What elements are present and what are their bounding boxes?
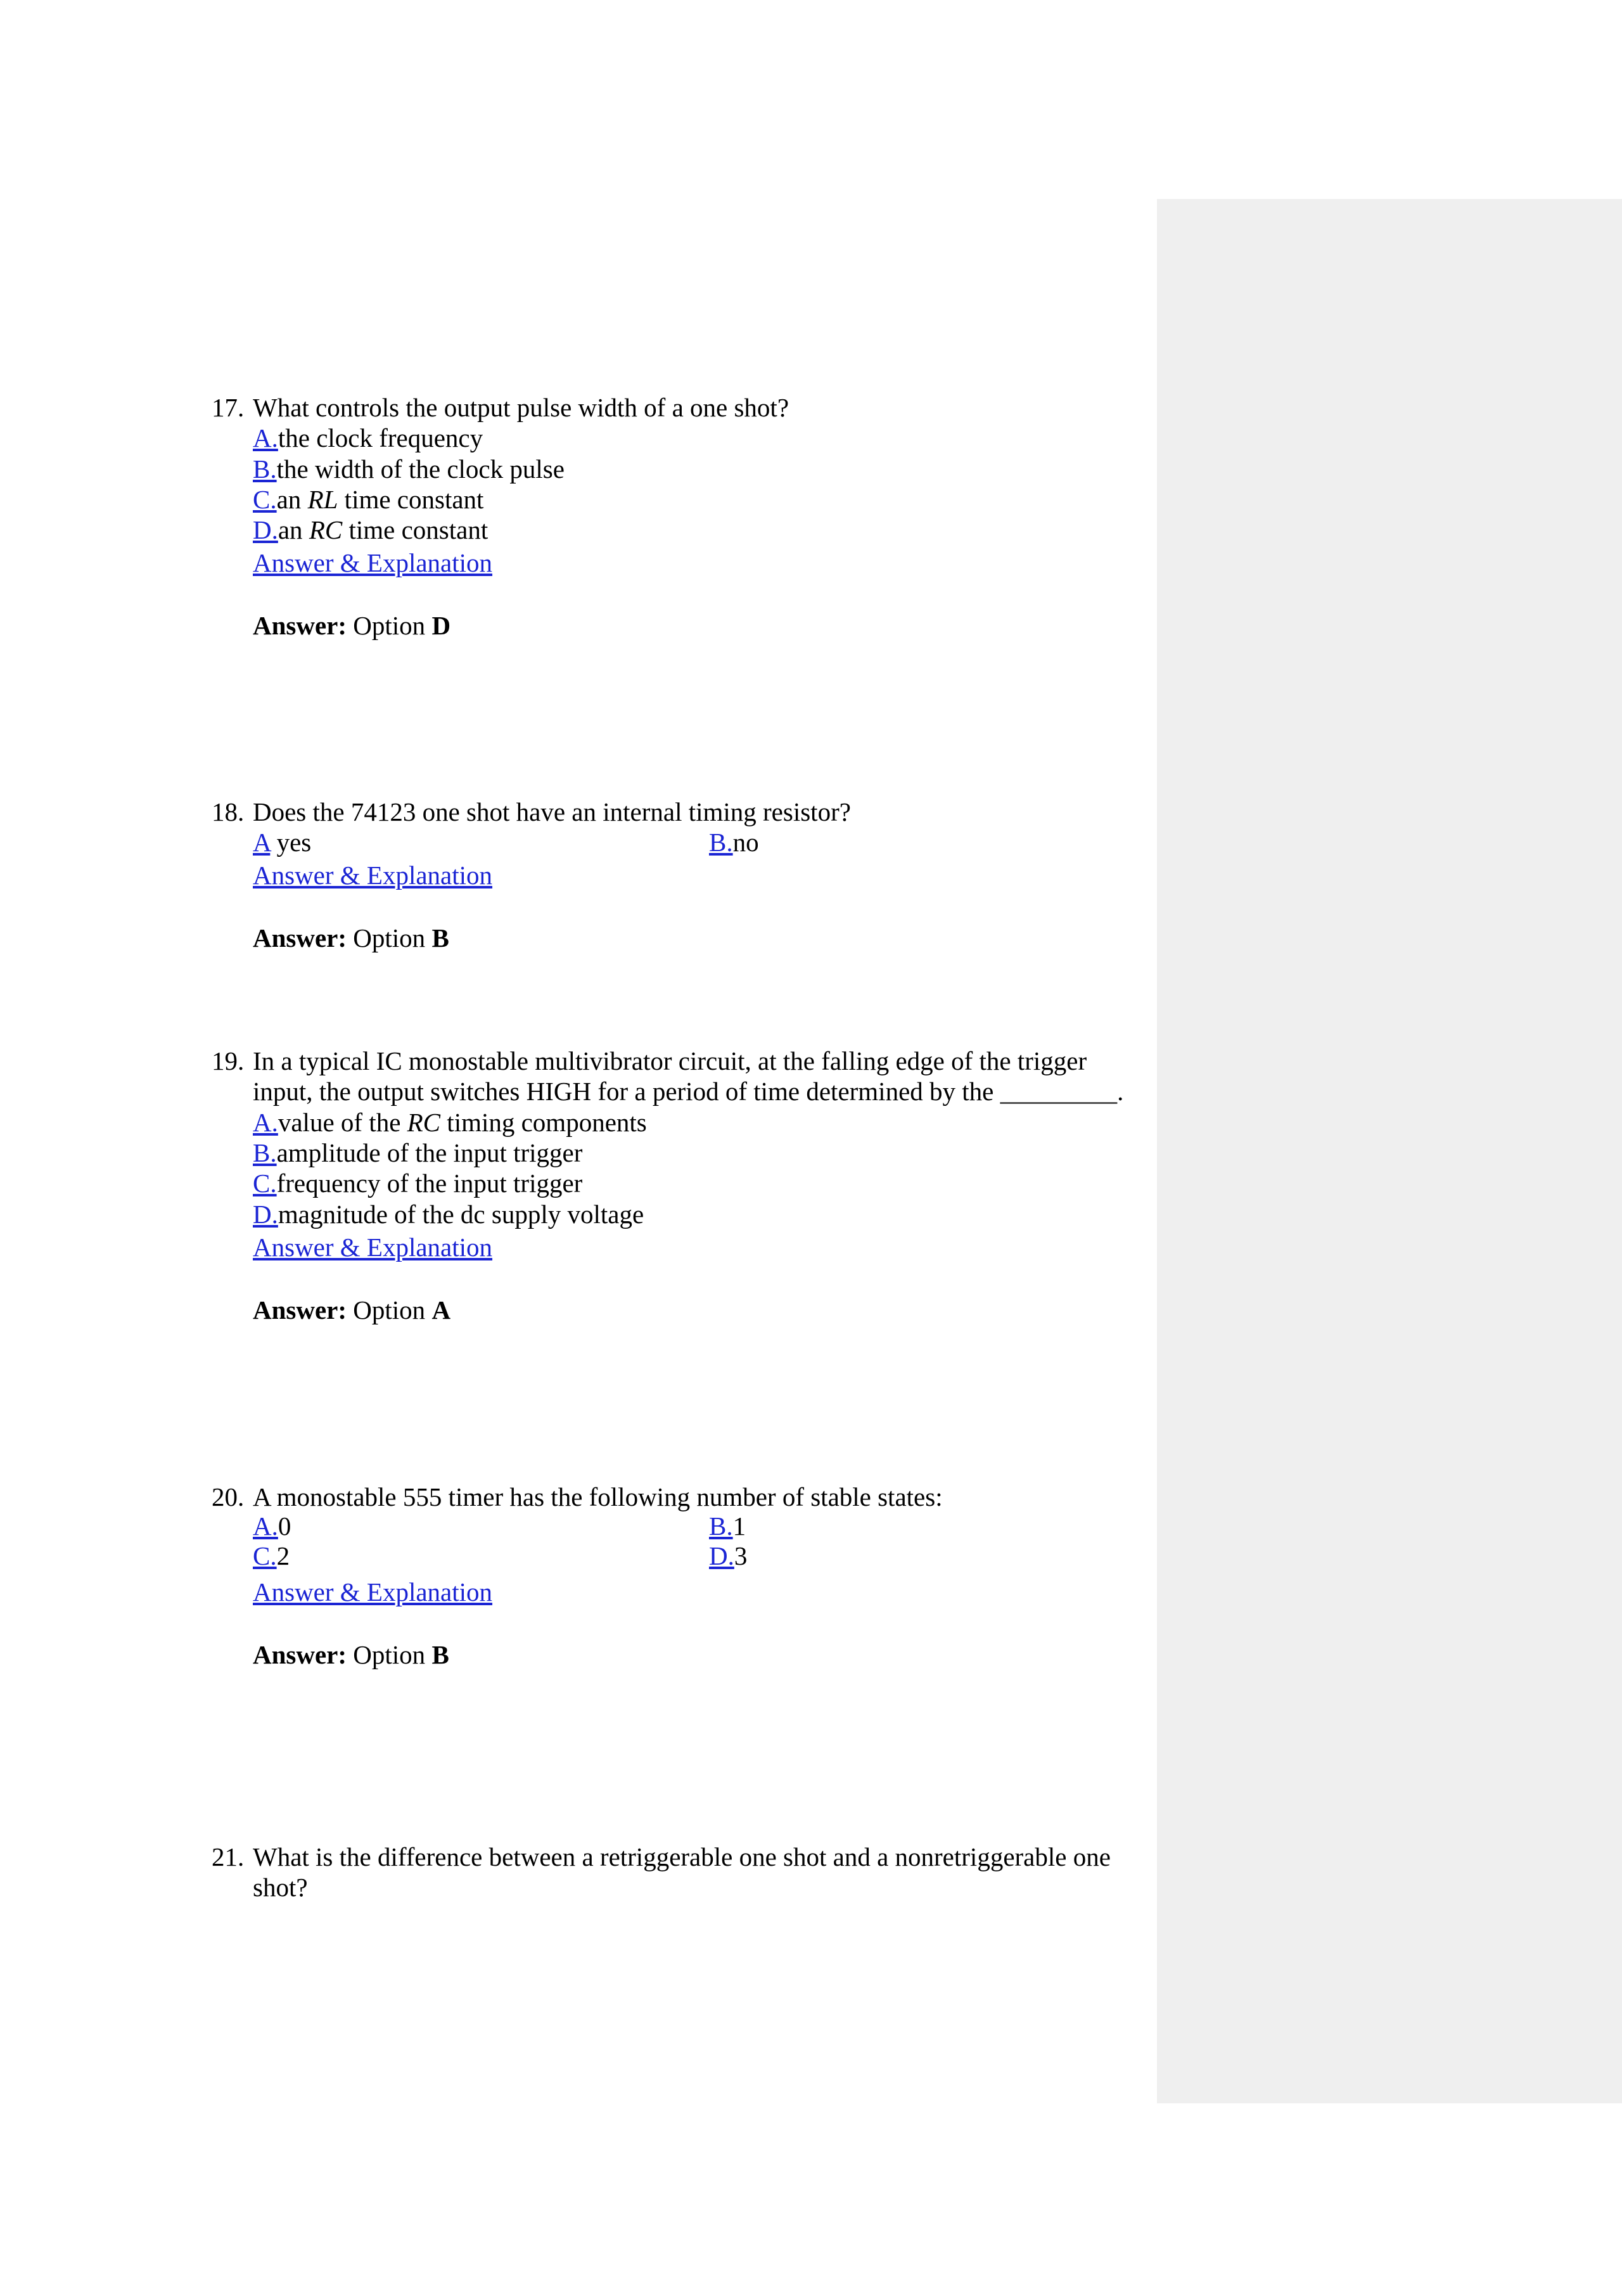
option-c: C.an RL time constant	[253, 485, 484, 514]
question-number: 19.	[212, 1046, 245, 1075]
answer-option: A	[431, 1295, 451, 1324]
option-c-link[interactable]: C.	[253, 485, 277, 514]
option-d-link[interactable]: D.	[253, 1200, 278, 1229]
question-number: 21.	[212, 1842, 245, 1871]
option-a-link[interactable]: A.	[253, 423, 278, 452]
option-c: C.frequency of the input trigger	[253, 1169, 583, 1198]
question-number: 20.	[212, 1482, 245, 1511]
option-a: A.0	[253, 1511, 291, 1541]
option-b: B.no	[709, 828, 759, 857]
answer-line: Answer: Option D	[253, 611, 451, 640]
answer-line: Answer: Option B	[253, 923, 449, 952]
question-number: 18.	[212, 797, 245, 826]
option-b: B.1	[709, 1511, 746, 1541]
answer-explanation-link[interactable]: Answer & Explanation	[253, 861, 493, 890]
question-stem-line-1: In a typical IC monostable multivibrator circuit, at the falling edge of the trigger	[253, 1046, 1087, 1075]
option-a: A.the clock frequency	[253, 423, 483, 452]
answer-option: D	[431, 611, 451, 640]
option-d-link[interactable]: D.	[709, 1541, 734, 1570]
question-stem: Does the 74123 one shot have an internal timing resistor?	[253, 797, 851, 826]
option-d: D.an RC time constant	[253, 515, 489, 544]
answer-explanation-link[interactable]: Answer & Explanation	[253, 1577, 493, 1607]
answer-explanation-link[interactable]: Answer & Explanation	[253, 548, 493, 577]
option-b-link[interactable]: B.	[253, 454, 277, 484]
option-b-link[interactable]: B.	[709, 1511, 733, 1541]
option-d: D.magnitude of the dc supply voltage	[253, 1200, 644, 1229]
question-stem: A monostable 555 timer has the following number of stable states:	[253, 1482, 943, 1511]
option-a-link[interactable]: A.	[253, 1511, 278, 1541]
option-a-link[interactable]: A.	[253, 1108, 278, 1137]
question-stem-line-2: input, the output switches HIGH for a period of time determined by the _________.	[253, 1077, 1124, 1106]
option-b-link[interactable]: B.	[253, 1138, 277, 1167]
question-stem: What controls the output pulse width of a one shot?	[253, 393, 789, 422]
option-b: B.the width of the clock pulse	[253, 454, 565, 484]
option-a-link[interactable]: A	[253, 828, 271, 857]
option-d: D.3	[709, 1541, 748, 1570]
option-a: A yes	[253, 828, 312, 857]
option-c-link[interactable]: C.	[253, 1169, 277, 1198]
option-c: C.2	[253, 1541, 290, 1570]
comment-pane	[1157, 199, 1622, 2103]
option-b-link[interactable]: B.	[709, 828, 733, 857]
question-stem-line-1: What is the difference between a retriggerable one shot and a nonretriggerable one	[253, 1842, 1111, 1871]
option-b: B.amplitude of the input trigger	[253, 1138, 583, 1167]
answer-explanation-link[interactable]: Answer & Explanation	[253, 1233, 493, 1262]
option-c-link[interactable]: C.	[253, 1541, 277, 1570]
question-stem-line-2: shot?	[253, 1873, 308, 1902]
answer-line: Answer: Option A	[253, 1295, 451, 1324]
option-a: A.value of the RC timing components	[253, 1108, 647, 1137]
answer-line: Answer: Option B	[253, 1640, 449, 1669]
answer-option: B	[431, 1640, 449, 1669]
answer-option: B	[431, 923, 449, 952]
option-d-link[interactable]: D.	[253, 515, 278, 544]
question-number: 17.	[212, 393, 245, 422]
